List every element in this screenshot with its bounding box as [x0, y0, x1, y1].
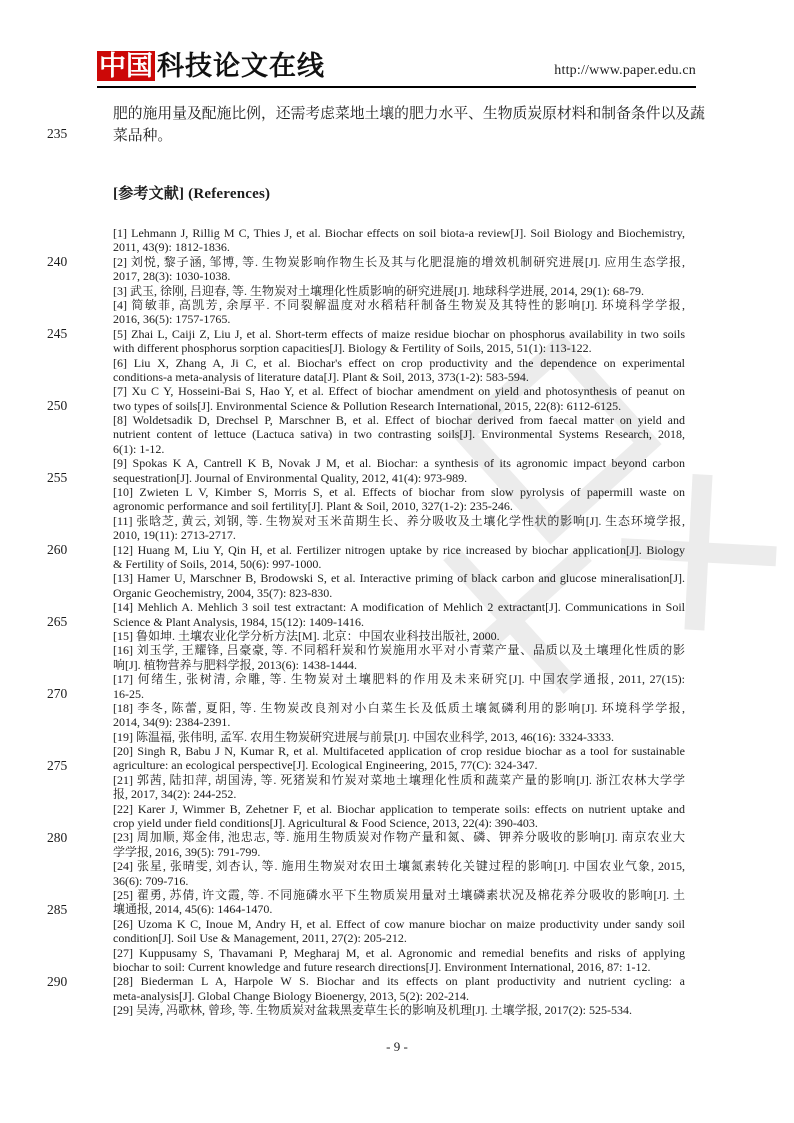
reference-line: [27] Kuppusamy S, Thavamani P, Megharaj M, et al. Agronomic and remedial benefits and risks of applying: [113, 945, 685, 960]
reference-line: 2010, 19(11): 2713-2717.: [113, 528, 236, 543]
reference-line: 响[J]. 植物营养与肥料学报, 2013(6): 1438-1444.: [113, 657, 357, 672]
reference-line: [7] Xu C Y, Hosseini-Bai S, Hao Y, et al. Effect of biochar amendment on yield and photosynthesis of peanut on: [113, 384, 685, 399]
reference-line: [15] 鲁如坤. 土壤农业化学分析方法[M]. 北京：中国农业科技出版社, 2000.: [113, 628, 500, 643]
body-text-line: 肥的施用量及配施比例，还需考虑菜地土壤的肥力水平、生物质炭原材料和制备条件以及蔬: [113, 106, 705, 122]
reference-line: 壤通报, 2014, 45(6): 1464-1470.: [113, 902, 273, 917]
reference-line: meta-analysis[J]. Global Change Biology Bioenergy, 2013, 5(2): 202-214.: [113, 988, 469, 1003]
reference-line: condition[J]. Soil Use & Management, 2011, 27(2): 205-212.: [113, 931, 407, 946]
reference-line: [12] Huang M, Liu Y, Qin H, et al. Fertilizer nitrogen uptake by rice increased by biochar application[J]. Biology: [113, 542, 685, 557]
reference-line: [9] Spokas K A, Cantrell K B, Novak J M, et al. Biochar: a synthesis of its agronomic impact beyond carbon: [113, 456, 685, 471]
reference-line: two types of soils[J]. Environmental Science & Pollution Research International, 2015, 22(8): 6112-6125.: [113, 398, 622, 413]
reference-line: with different phosphorus sorption capacities[J]. Biology & Fertility of Soils, 2015, 51(1): 113-122.: [113, 341, 592, 356]
reference-line: nutrient content of lettuce (Lactuca sativa) in two contrasting soils[J]. Environmental Systems Research, 2018,: [113, 427, 685, 442]
reference-line: crop yield under field conditions[J]. Agricultural & Food Science, 2013, 22(4): 390-403.: [113, 816, 538, 831]
line-number: 285: [47, 901, 68, 917]
site-url: http://www.paper.edu.cn: [554, 63, 696, 78]
header-divider: [97, 86, 696, 88]
page-number: - 9 -: [386, 1039, 408, 1054]
reference-line: 报, 2017, 34(2): 244-252.: [113, 787, 237, 802]
reference-line: [16] 刘玉学, 王耀锋, 吕豪豪, 等. 不同稻秆炭和竹炭施用水平对小青菜产量、品质以及土壤理化性质的影: [113, 643, 685, 658]
reference-line: sequestration[J]. Journal of Environmental Quality, 2012, 41(4): 973-989.: [113, 470, 468, 485]
reference-line: [28] Biederman L A, Harpole W S. Biochar and its effects on plant productivity and nutrient cycling: a: [113, 974, 685, 989]
reference-line: Science & Plant Analysis, 1984, 15(12): 1409-1416.: [113, 614, 364, 629]
reference-line: [4] 简敏菲, 高凯芳, 余厚平. 不同裂解温度对水稻秸秆制备生物炭及其特性的影响[J]. 环境科学学报,: [113, 297, 685, 312]
reference-line: conditions-a meta-analysis of literature data[J]. Plant & Soil, 2013, 373(1-2): 583-594.: [113, 369, 529, 384]
reference-line: Organic Geochemistry, 2004, 35(7): 823-830.: [113, 585, 333, 600]
body-text-line: 菜品种。: [113, 128, 173, 144]
reference-line: [24] 张星, 张晴雯, 刘杏认, 等. 施用生物炭对农田土壤氮素转化关键过程的影响[J]. 中国农业气象, 2015,: [113, 859, 685, 874]
reference-line: agronomic performance and soil fertility[J]. Plant & Soil, 2010, 327(1-2): 235-246.: [113, 499, 513, 514]
reference-line: [14] Mehlich A. Mehlich 3 soil test extractant: A modification of Mehlich 2 extractant[J]. Communications in Soil: [113, 600, 685, 615]
reference-line: [1] Lehmann J, Rillig M C, Thies J, et al. Biochar effects on soil biota-a review[J]. Soil Biology and Biochemistry,: [113, 226, 685, 240]
reference-line: 16-25.: [113, 686, 144, 701]
body-paragraph: [113, 103, 705, 147]
reference-line: [2] 刘悦, 黎子涵, 邹博, 等. 生物炭影响作物生长及其与化肥混施的增效机制研究进展[J]. 应用生态学报,: [113, 254, 685, 269]
line-number: 250: [47, 397, 68, 413]
site-logo: [97, 51, 325, 81]
line-number: 270: [47, 685, 68, 701]
reference-line: [25] 翟勇, 苏倩, 许文霞, 等. 不同施磷水平下生物质炭用量对土壤磷素状况及棉花养分吸收的影响[J]. 土: [113, 887, 685, 902]
reference-line: [19] 陈温福, 张伟明, 孟军. 农用生物炭研究进展与前景[J]. 中国农业科学, 2013, 46(16): 3324-3333.: [113, 729, 614, 744]
reference-line: [13] Hamer U, Marschner B, Brodowski S, et al. Interactive priming of black carbon and glucose mineralisation[J].: [113, 571, 685, 586]
reference-line: [20] Singh R, Babu J N, Kumar R, et al. Multifaceted application of crop residue biochar as a tool for sustainable: [113, 744, 685, 759]
reference-line: 2016, 36(5): 1757-1765.: [113, 312, 231, 327]
reference-line: 2011, 43(9): 1812-1836.: [113, 240, 230, 255]
line-number: 280: [47, 829, 68, 845]
reference-line: [21] 郭茜, 陆扣萍, 胡国涛, 等. 死猪炭和竹炭对菜地土壤理化性质和蔬菜产量的影响[J]. 浙江农林大学学: [113, 772, 685, 787]
reference-line: [6] Liu X, Zhang A, Ji C, et al. Biochar's effect on crop productivity and the dependence on experimental: [113, 355, 685, 370]
line-number: 290: [47, 973, 68, 989]
line-number: 240: [47, 253, 68, 269]
line-number: 235: [47, 126, 68, 141]
references-heading: [参考文献] (References): [113, 186, 271, 202]
line-number: 265: [47, 613, 68, 629]
line-number: 260: [47, 541, 68, 557]
reference-line: [3] 武玉, 徐刚, 吕迎春, 等. 生物炭对土壤理化性质影响的研究进展[J]. 地球科学进展, 2014, 29(1): 68-79.: [113, 283, 644, 298]
reference-line: [29] 吴涛, 冯歌林, 曾珍, 等. 生物质炭对盆栽黑麦草生长的影响及机理[J]. 土壤学报, 2017(2): 525-534.: [113, 1003, 632, 1018]
reference-line: [23] 周加顺, 郑金伟, 池忠志, 等. 施用生物质炭对作物产量和氮、磷、钾养分吸收的影响[J]. 南京农业大: [113, 830, 685, 845]
reference-line: [26] Uzoma K C, Inoue M, Andry H, et al. Effect of cow manure biochar on maize productivity under sandy soil: [113, 916, 685, 931]
reference-line: 6(1): 1-12.: [113, 441, 165, 456]
references-list: [113, 226, 685, 1017]
reference-line: 2017, 28(3): 1030-1038.: [113, 269, 231, 284]
reference-line: 36(6): 709-716.: [113, 873, 189, 888]
reference-line: [18] 李冬, 陈蕾, 夏阳, 等. 生物炭改良剂对小白菜生长及低质土壤氮磷利用的影响[J]. 环境科学学报,: [113, 700, 685, 715]
reference-line: & Fertility of Soils, 2014, 50(6): 997-1000.: [113, 556, 322, 571]
reference-line: [11] 张晗芝, 黄云, 刘钢, 等. 生物炭对玉米苗期生长、养分吸收及土壤化学性状的影响[J]. 生态环境学报,: [113, 513, 685, 528]
line-number: 245: [47, 325, 68, 341]
reference-line: [5] Zhai L, Caiji Z, Liu J, et al. Short-term effects of maize residue biochar on phosphorus availability in two soils: [113, 326, 685, 341]
reference-line: [8] Woldetsadik D, Drechsel P, Marschner B, et al. Effect of biochar derived from faecal matter on yield and: [113, 413, 685, 428]
reference-line: 学学报, 2016, 39(5): 791-799.: [113, 844, 261, 859]
site-logo-red-block: 中国: [99, 51, 153, 81]
reference-line: [17] 何绪生, 张树清, 佘雕, 等. 生物炭对土壤肥料的作用及未来研究[J]. 中国农学通报, 2011, 27(15):: [113, 672, 685, 687]
reference-line: [10] Zwieten L V, Kimber S, Morris S, et al. Effects of biochar from slow pyrolysis of papermill waste on: [113, 485, 685, 500]
site-logo-text: 科技论文在线: [157, 51, 325, 81]
reference-line: 2014, 34(9): 2384-2391.: [113, 715, 231, 730]
line-number: 275: [47, 757, 68, 773]
reference-line: [22] Karer J, Wimmer B, Zehetner F, et al. Biochar application to temperate soils: effects on nutrient uptake and: [113, 801, 685, 816]
reference-line: biochar to soil: Current knowledge and future research directions[J]. Environment International, 2016, 87: 1-12.: [113, 959, 651, 974]
reference-line: agriculture: an ecological perspective[J]. Ecological Engineering, 2015, 77(C): 324-347.: [113, 758, 538, 773]
line-number: 255: [47, 469, 68, 485]
